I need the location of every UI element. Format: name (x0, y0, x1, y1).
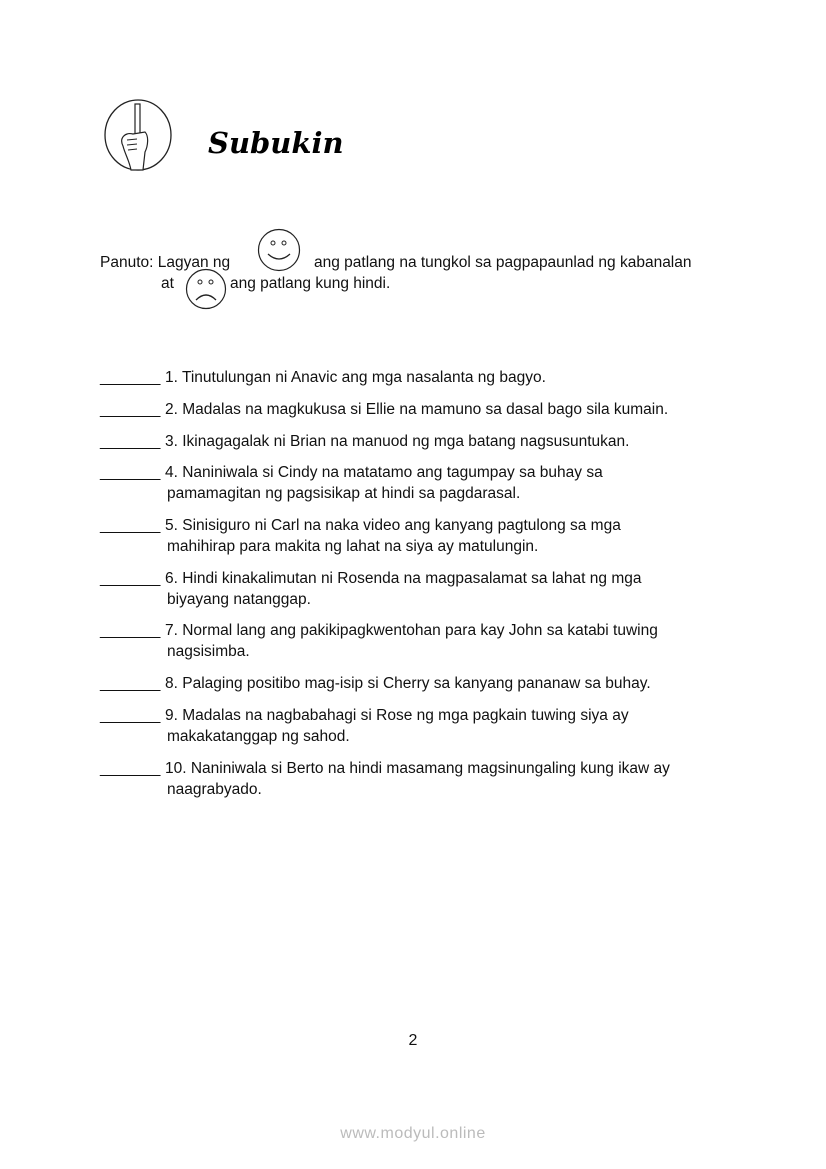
list-item (100, 462, 603, 504)
answer-blank[interactable]: _______ (100, 517, 161, 534)
item-text: 2. Madalas na magkukusa si Ellie na mamuno sa dasal bago sila kumain. (165, 401, 669, 418)
list-item (100, 620, 658, 662)
list-item (100, 568, 641, 610)
answer-blank[interactable]: _______ (100, 464, 161, 481)
answer-blank[interactable]: _______ (100, 401, 161, 418)
item-text-continued: pamamagitan ng pagsisikap at hindi sa pagdarasal. (167, 485, 521, 502)
item-text: 9. Madalas na nagbabahagi si Rose ng mga pagkain tuwing siya ay (165, 707, 629, 724)
item-text: 5. Sinisiguro ni Carl na naka video ang kanyang pagtulong sa mga (165, 517, 621, 534)
item-text: 7. Normal lang ang pakikipagkwentohan para kay John sa katabi tuwing (165, 622, 658, 639)
item-text: 6. Hindi kinakalimutan ni Rosenda na magpasalamat sa lahat ng mga (165, 570, 642, 587)
item-text-continued: makakatanggap ng sahod. (167, 728, 350, 745)
item-text-continued: biyayang natanggap. (167, 591, 311, 608)
answer-blank[interactable]: _______ (100, 369, 161, 386)
item-text-continued: nagsisimba. (167, 643, 250, 660)
instruction-text-1: Panuto: Lagyan ng (100, 254, 231, 271)
list-item (100, 431, 629, 452)
page-title: Subukin (208, 126, 344, 160)
answer-blank[interactable]: _______ (100, 707, 161, 724)
item-text: 10. Naniniwala si Berto na hindi masamang magsinungaling kung ikaw ay (165, 760, 670, 777)
hand-holding-pencil-icon (103, 98, 173, 177)
list-item (100, 705, 629, 747)
answer-blank[interactable]: _______ (100, 675, 161, 692)
item-text: 3. Ikinagagalak ni Brian na manuod ng mga batang nagsusuntukan. (165, 433, 630, 450)
answer-blank[interactable]: _______ (100, 433, 161, 450)
list-item (100, 515, 621, 557)
instruction-text-4: ang patlang kung hindi. (230, 275, 391, 292)
answer-blank[interactable]: _______ (100, 760, 161, 777)
list-item (100, 367, 546, 388)
list-item (100, 673, 651, 694)
answer-blank[interactable]: _______ (100, 622, 161, 639)
item-text: 4. Naniniwala si Cindy na matatamo ang tagumpay sa buhay sa (165, 464, 603, 481)
sad-face-icon (185, 268, 227, 315)
list-item (100, 758, 670, 800)
answer-blank[interactable]: _______ (100, 570, 161, 587)
item-text-continued: naagrabyado. (167, 781, 262, 798)
smiley-face-icon (257, 228, 301, 277)
instruction-text-2: ang patlang na tungkol sa pagpapaunlad ng kabanalan (314, 254, 692, 271)
instruction-text-3: at (161, 275, 174, 292)
page-number: 2 (408, 1032, 418, 1049)
item-text: 8. Palaging positibo mag-isip si Cherry sa kanyang pananaw sa buhay. (165, 675, 651, 692)
watermark: www.modyul.online (340, 1125, 486, 1142)
list-item (100, 399, 668, 420)
item-text: 1. Tinutulungan ni Anavic ang mga nasalanta ng bagyo. (165, 369, 546, 386)
item-text-continued: mahihirap para makita ng lahat na siya ay matulungin. (167, 538, 539, 555)
